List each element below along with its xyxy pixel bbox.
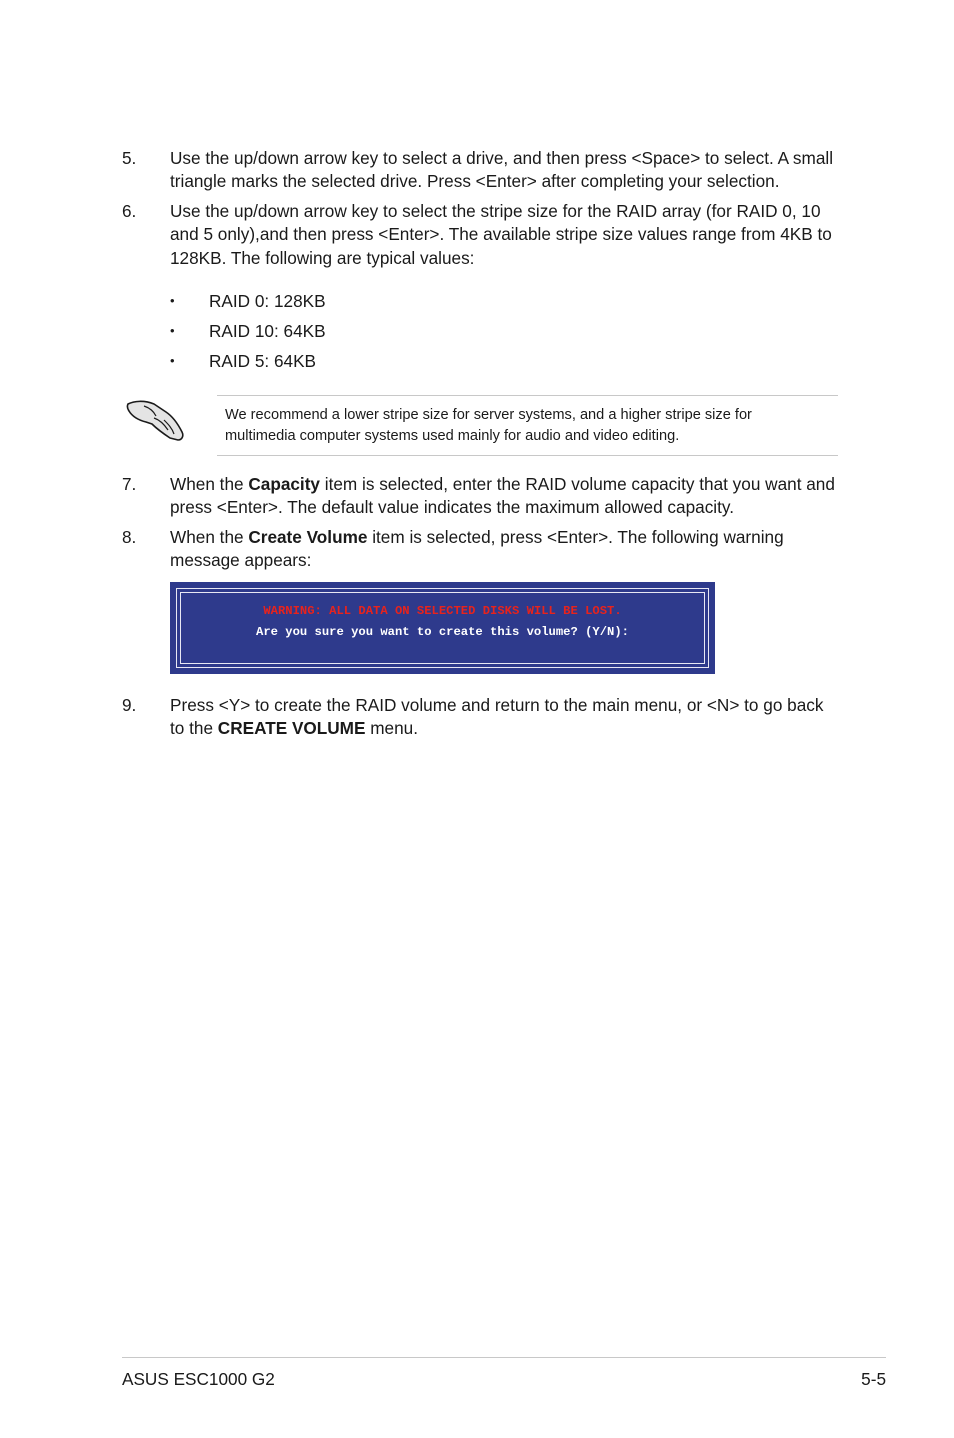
- step-number: 6.: [122, 201, 137, 221]
- bullet-icon: •: [170, 293, 175, 308]
- text-run: Press <Y> to create the RAID volume and return to the main menu, or <N> to go back to the: [170, 695, 824, 739]
- step-6: [122, 200, 842, 270]
- emphasis-capacity: Capacity: [248, 474, 320, 494]
- footer-rule: [122, 1357, 886, 1358]
- note-top-rule: [217, 395, 838, 396]
- note-bottom-rule: [217, 455, 838, 456]
- step-text: [170, 526, 842, 573]
- emphasis-create-volume-menu: CREATE VOLUME: [217, 718, 366, 739]
- step-number: 9.: [122, 695, 137, 715]
- bullet-icon: •: [170, 353, 175, 368]
- step-5: [122, 147, 842, 194]
- text-run: item is selected, press <Enter>. The following warning message appears:: [170, 527, 784, 571]
- list-item: [170, 350, 316, 373]
- step-text: Use the up/down arrow key to select the stripe size for the RAID array (for RAID 0, 10 and 5 only),and then press <Enter>. The available stripe size values range from 4KB to 128KB. The following are typical values:: [170, 201, 832, 268]
- step-number: 8.: [122, 527, 137, 547]
- list-item-text: RAID 5: 64KB: [209, 351, 316, 371]
- step-text: Use the up/down arrow key to select a drive, and then press <Space> to select. A small triangle marks the selected drive. Press <Enter> after completing your selection.: [170, 148, 834, 192]
- text-run: When the: [170, 474, 249, 494]
- step-9: [122, 694, 842, 741]
- note-text: We recommend a lower stripe size for server systems, and a higher stripe size for multimedia computer systems used mainly for audio and video editing.: [225, 407, 752, 444]
- step-text: [170, 473, 842, 520]
- step-text: [170, 694, 842, 741]
- footer-product: ASUS ESC1000 G2: [122, 1369, 275, 1389]
- text-run: menu.: [365, 718, 419, 739]
- step-number: 5.: [122, 148, 137, 168]
- warning-message: WARNING: ALL DATA ON SELECTED DISKS WILL BE LOST.: [263, 604, 622, 618]
- list-item-text: RAID 10: 64KB: [209, 321, 326, 341]
- confirm-prompt: Are you sure you want to create this volume? (Y/N):: [256, 625, 629, 639]
- bios-warning-dialog: [170, 582, 715, 674]
- bullet-icon: •: [170, 323, 175, 338]
- pointing-hand-icon: [124, 394, 186, 444]
- list-item-text: RAID 0: 128KB: [209, 291, 326, 311]
- page-number: 5-5: [861, 1369, 886, 1389]
- step-number: 7.: [122, 474, 137, 494]
- step-7: [122, 473, 842, 520]
- text-run: When the: [170, 527, 249, 547]
- text-run: item is selected, enter the RAID volume capacity that you want and press <Enter>. The default value indicates the maximum allowed capacity.: [170, 474, 835, 518]
- step-8: [122, 526, 842, 573]
- emphasis-create-volume: Create Volume: [248, 527, 368, 547]
- list-item: [170, 320, 326, 343]
- list-item: [170, 290, 326, 313]
